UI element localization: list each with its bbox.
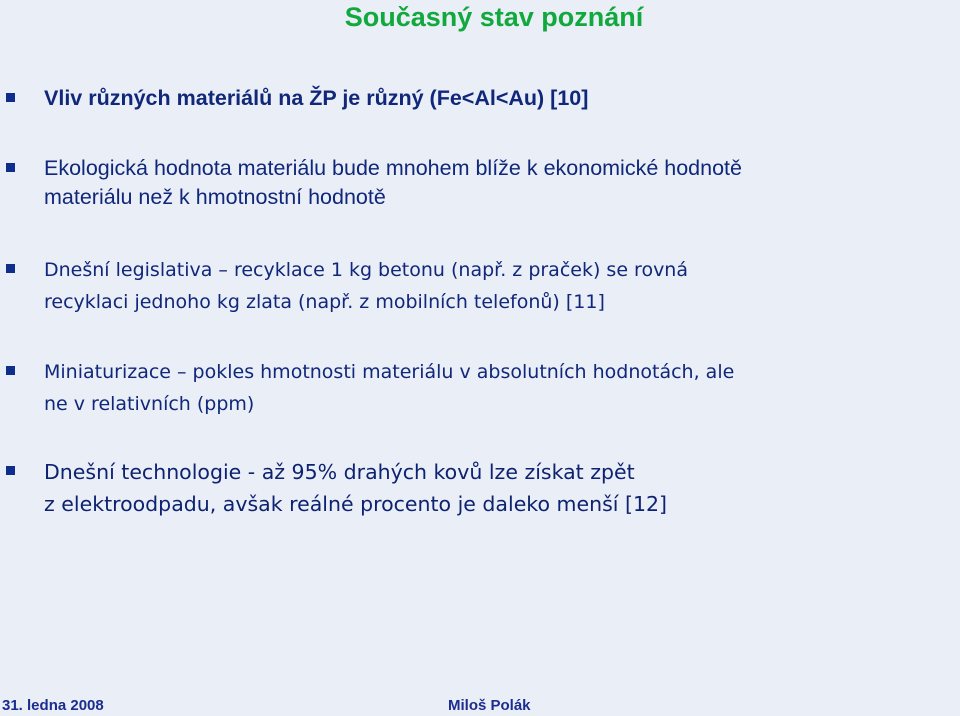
bullet-line: materiálu než k hmotnostní hodnotě <box>44 185 386 209</box>
bullet-line: Dnešní legislativa – recyklace 1 kg betonu (např. z praček) se rovná <box>44 259 688 281</box>
footer-author: Miloš Polák <box>448 697 531 714</box>
bullet-line: Vliv různých materiálů na ŽP je různý (Fe<Al<Au) [10] <box>44 86 589 110</box>
square-bullet-icon <box>6 466 15 475</box>
bullet-line: ne v relativních (ppm) <box>44 393 255 415</box>
square-bullet-icon <box>6 366 15 375</box>
bullet-text <box>44 356 960 420</box>
square-bullet-icon <box>6 264 15 273</box>
footer-date: 31. ledna 2008 <box>2 697 104 714</box>
bullet-text <box>44 82 960 114</box>
square-bullet-icon <box>6 93 15 102</box>
bullet-line: Miniaturizace – pokles hmotnosti materiálu v absolutních hodnotách, ale <box>44 361 735 383</box>
slide-title: Současný stav poznání <box>344 2 644 32</box>
bullet-line: Ekologická hodnota materiálu bude mnohem blíže k ekonomické hodnotě <box>44 156 742 180</box>
square-bullet-icon <box>6 163 15 172</box>
bullet-text <box>44 152 960 213</box>
bullet-text <box>44 456 960 520</box>
bullet-line: z elektroodpadu, avšak reálné procento je daleko menší [12] <box>44 492 668 516</box>
bullet-line: recyklaci jednoho kg zlata (např. z mobilních telefonů) [11] <box>44 291 605 313</box>
bullet-text <box>44 254 960 318</box>
bullet-line: Dnešní technologie - až 95% drahých kovů lze získat zpět <box>44 460 635 484</box>
